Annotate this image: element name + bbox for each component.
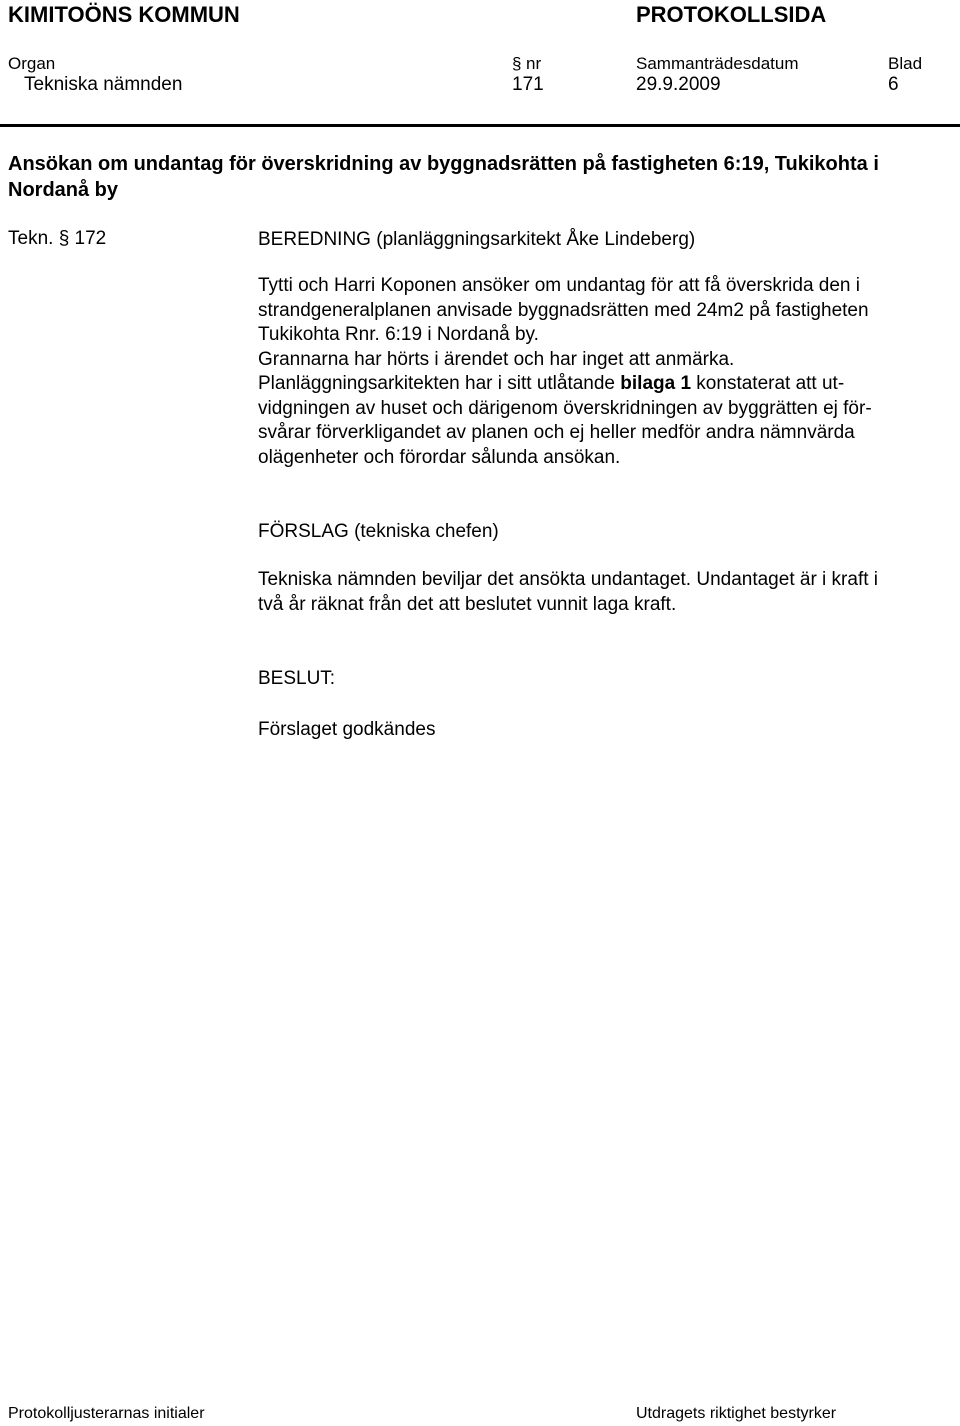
date-value: 29.9.2009 — [636, 74, 721, 95]
nr-label-text: nr — [526, 54, 542, 73]
organ-value: Tekniska nämnden — [24, 74, 183, 95]
subject-heading: Ansökan om undantag för överskridning av byggnadsrätten på fastigheten 6:19, Tukikohta i Nordanå by — [8, 153, 879, 201]
paragraph-reference: Tekn. § 172 — [8, 228, 107, 249]
opinion-line: olägenheter och förordar sålunda ansökan. — [258, 446, 621, 468]
body-line: Tytti och Harri Koponen ansöker om undantag för att få överskrida den i — [258, 275, 860, 296]
footer-initials-label: Protokolljusterarnas initialer — [8, 1405, 205, 1422]
section-symbol: § — [512, 54, 522, 73]
opinion-text-after: konstaterat att ut- — [691, 373, 845, 394]
proposal-heading: FÖRSLAG (tekniska chefen) — [258, 521, 499, 542]
opinion-line: svårar förverkligandet av planen och ej heller medför andra nämnvärda — [258, 422, 855, 443]
body-line: strandgeneralplanen anvisade byggnadsrätten med 24m2 på fastigheten — [258, 299, 869, 321]
body-line: Grannarna har hörts i ärendet och har inget att anmärka. — [258, 348, 735, 370]
proposal-line: två år räknat från det att beslutet vunnit laga kraft. — [258, 593, 677, 615]
proposal-line: Tekniska nämnden beviljar det ansökta undantaget. Undantaget är i kraft i — [258, 569, 878, 590]
date-label: Sammanträdesdatum — [636, 54, 799, 73]
opinion-line — [258, 372, 958, 397]
body-line: Tukikohta Rnr. 6:19 i Nordanå by. — [258, 324, 539, 345]
decision-heading: BESLUT: — [258, 668, 336, 689]
opinion-text-before: Planläggningsarkitekten har i sitt utlåtande — [258, 373, 621, 394]
header-divider — [0, 124, 960, 127]
sheet-value: 6 — [888, 74, 899, 95]
organ-label: Organ — [8, 54, 56, 73]
opinion-line: vidgningen av huset och därigenom överskridningen av byggrätten ej för- — [258, 397, 872, 419]
municipality-name: KIMITOÖNS KOMMUN — [8, 2, 240, 27]
attachment-reference: bilaga 1 — [620, 373, 692, 394]
decision-text: Förslaget godkändes — [258, 719, 436, 740]
nr-value: 171 — [512, 74, 544, 95]
page-type-title: PROTOKOLLSIDA — [636, 2, 827, 27]
proposal-body — [258, 568, 958, 617]
preparation-heading: BEREDNING (planläggningsarkitekt Åke Lindeberg) — [258, 229, 696, 250]
sheet-label: Blad — [888, 54, 923, 73]
footer-certification-label: Utdragets riktighet bestyrker — [636, 1405, 837, 1422]
preparation-body — [258, 274, 958, 470]
